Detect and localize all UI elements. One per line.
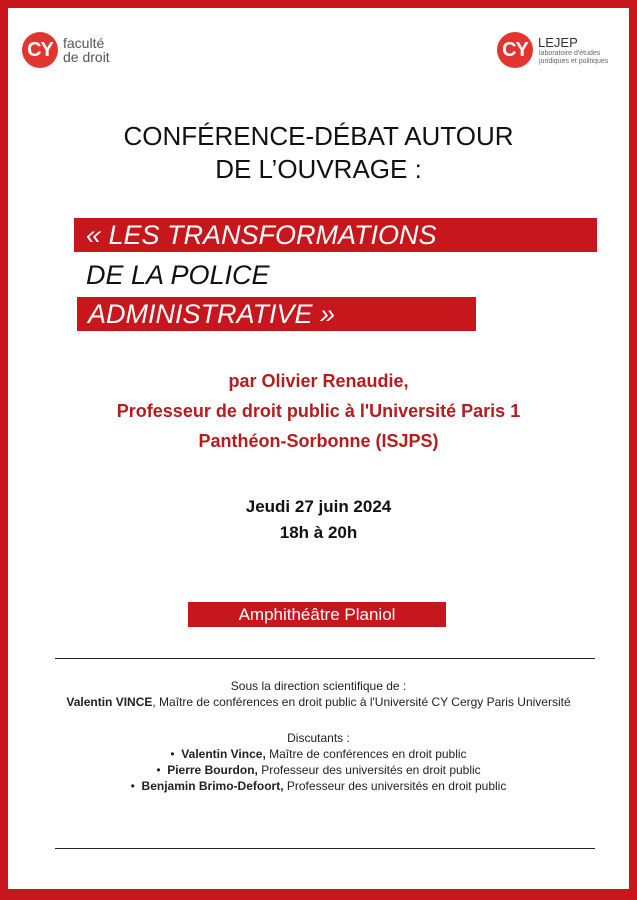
frame-bottom-border xyxy=(0,889,637,900)
discussant-name: Valentin Vince, xyxy=(181,747,266,761)
event-datetime xyxy=(0,494,637,546)
event-time: 18h à 20h xyxy=(279,523,358,542)
discussant-name: Benjamin Brimo-Defoort, xyxy=(141,779,284,793)
frame-top-border xyxy=(0,0,637,8)
speaker-line-1: par Olivier Renaudie, xyxy=(228,371,409,391)
cy-lejep-logo xyxy=(497,32,608,68)
divider-bottom xyxy=(55,848,595,849)
cy-logo-mark: CY xyxy=(22,32,58,68)
list-item xyxy=(0,778,637,794)
discussant-name: Pierre Bourdon, xyxy=(167,763,258,777)
lejep-sub-line-1: laboratoire d'études xyxy=(539,49,601,57)
book-title-line-3: ADMINISTRATIVE » xyxy=(88,299,336,329)
book-title-line-1: « LES TRANSFORMATIONS xyxy=(86,220,437,250)
direction-heading: Sous la direction scientifique de : xyxy=(230,679,407,693)
lejep-text-block xyxy=(533,35,608,66)
divider-top xyxy=(55,658,595,659)
bullet-icon: • xyxy=(130,779,135,793)
faculte-logo-text xyxy=(63,36,110,64)
lejep-name: LEJEP xyxy=(538,34,578,50)
cy-lejep-mark: CY xyxy=(497,32,533,68)
conference-title xyxy=(0,120,637,186)
director-role: , Maître de conférences en droit public à l'Université CY Cergy Paris Université xyxy=(152,695,571,709)
discussant-role: Maître de conférences en droit public xyxy=(265,747,467,761)
book-title-line-2: DE LA POLICE xyxy=(86,260,270,290)
speaker-info xyxy=(0,366,637,456)
credits-section xyxy=(0,678,637,794)
list-item xyxy=(0,762,637,778)
discussants-list xyxy=(0,730,637,794)
discussants-heading: Discutants : xyxy=(287,731,350,745)
cy-faculte-logo xyxy=(22,32,110,68)
lejep-sub-line-2: juridiques et politiques xyxy=(539,57,609,65)
bullet-icon: • xyxy=(156,763,161,777)
venue-badge: Amphithéâtre Planiol xyxy=(188,602,446,627)
discussant-role: Professeur des universités en droit public xyxy=(257,763,481,777)
logo-line-2: de droit xyxy=(63,49,110,65)
bullet-icon: • xyxy=(170,747,175,761)
director-name: Valentin VINCE xyxy=(66,695,153,709)
logo-line-1: faculté xyxy=(63,35,105,51)
list-item xyxy=(0,746,637,762)
title-line-2: DE L’OUVRAGE : xyxy=(215,154,422,184)
direction-entry xyxy=(0,694,637,710)
speaker-line-3: Panthéon-Sorbonne (ISJPS) xyxy=(198,431,439,451)
event-date: Jeudi 27 juin 2024 xyxy=(245,497,392,516)
speaker-line-2: Professeur de droit public à l'Université Paris 1 xyxy=(116,401,521,421)
discussant-role: Professeur des universités en droit public xyxy=(283,779,507,793)
title-line-1: CONFÉRENCE-DÉBAT AUTOUR xyxy=(123,121,514,151)
lejep-subtitle xyxy=(539,50,608,66)
